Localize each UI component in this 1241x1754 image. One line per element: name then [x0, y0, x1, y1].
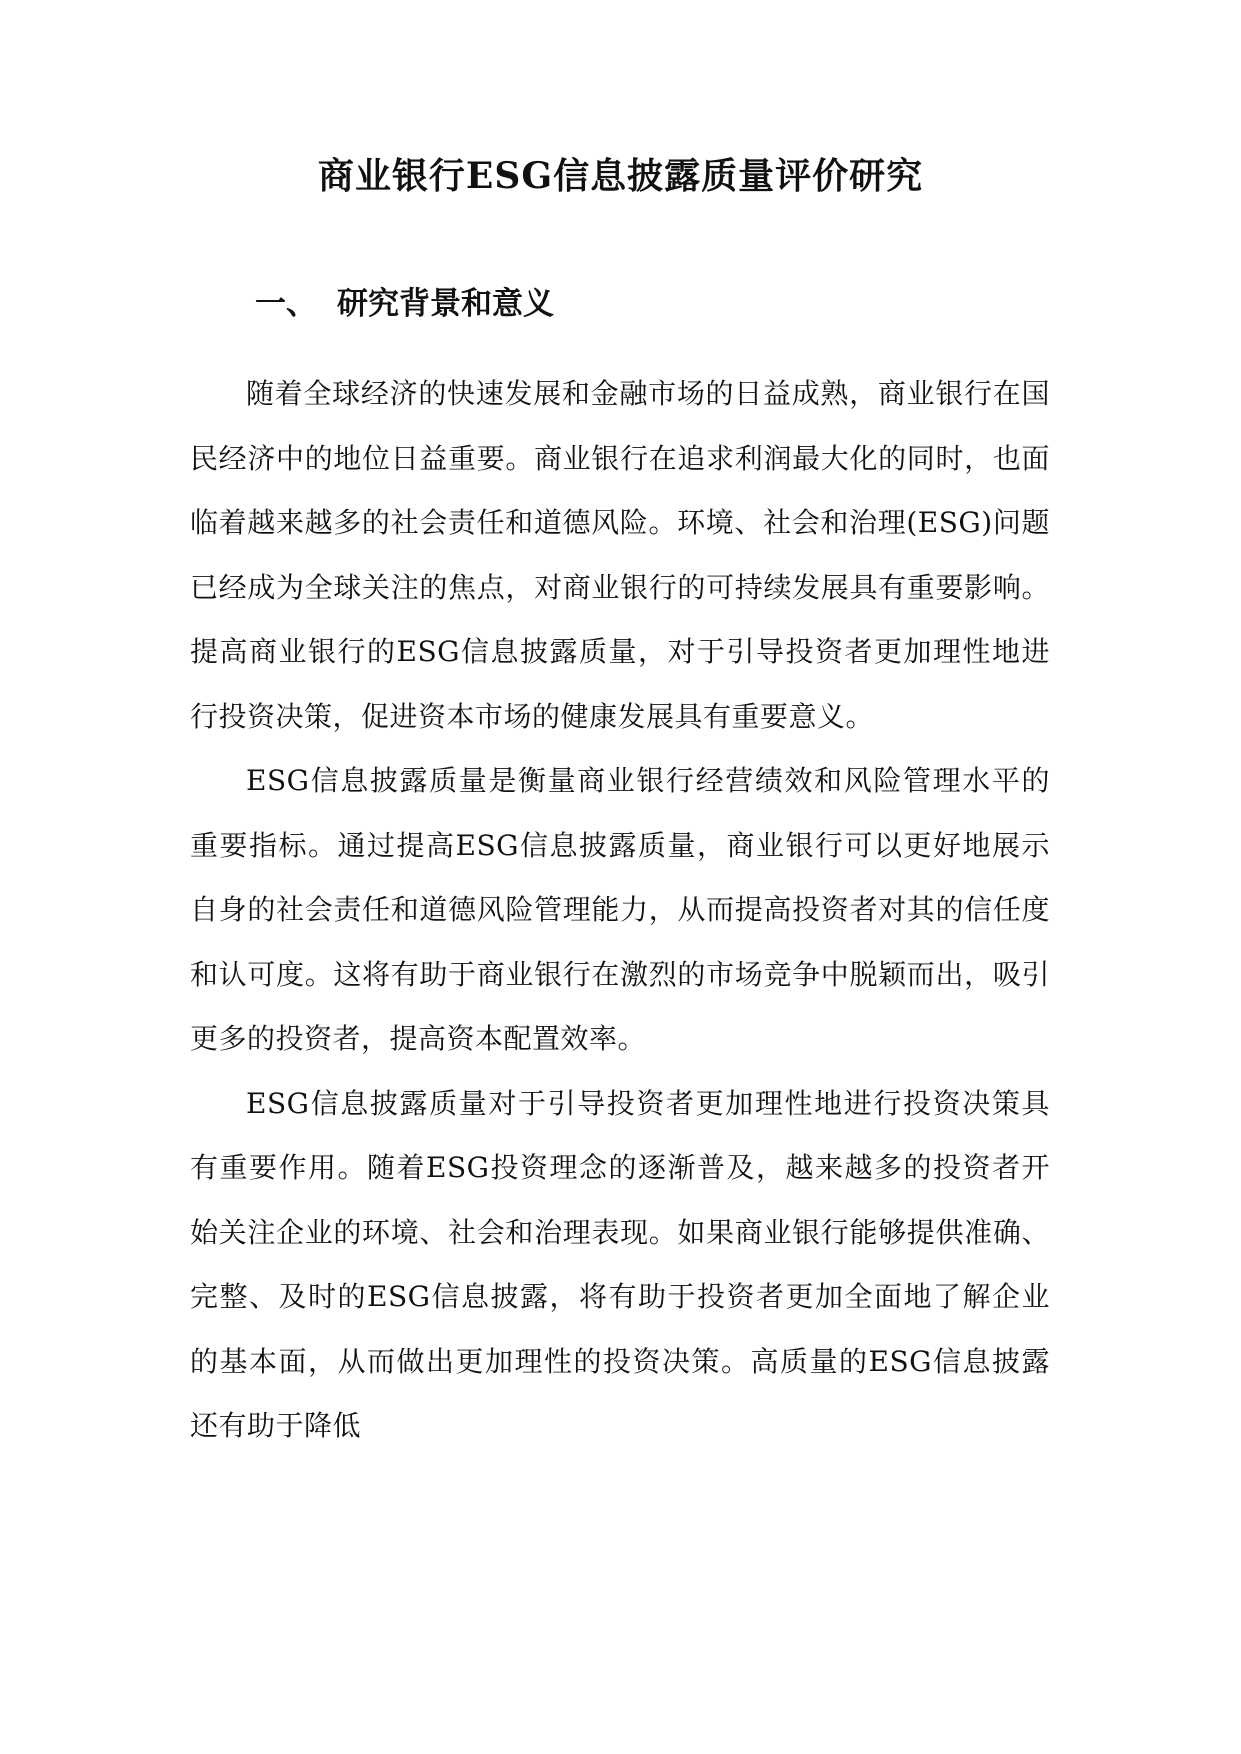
- section-number: 一、: [255, 286, 317, 322]
- paragraph: ESG信息披露质量是衡量商业银行经营绩效和风险管理水平的重要指标。通过提高ESG信息披露质量，商业银行可以更好地展示自身的社会责任和道德风险管理能力，从而提高投资者对其的信任度和认可度。这将有助于商业银行在激烈的市场竞争中脱颖而出，吸引更多的投资者，提高资本配置效率。: [190, 764, 1050, 1055]
- document-title: 商业银行ESG信息披露质量评价研究: [317, 155, 924, 197]
- paragraph: ESG信息披露质量对于引导投资者更加理性地进行投资决策具有重要作用。随着ESG投资理念的逐渐普及，越来越多的投资者开始关注企业的环境、社会和治理表现。如果商业银行能够提供准确、完整、及时的ESG信息披露，将有助于投资者更加全面地了解企业的基本面，从而做出更加理性的投资决策。高质量的ESG信息披露还有助于降低: [190, 1086, 1050, 1442]
- section-heading: [255, 280, 554, 328]
- paragraph: 随着全球经济的快速发展和金融市场的日益成熟，商业银行在国民经济中的地位日益重要。商业银行在追求利润最大化的同时，也面临着越来越多的社会责任和道德风险。环境、社会和治理(ESG)问题已经成为全球关注的焦点，对商业银行的可持续发展具有重要影响。提高商业银行的ESG信息披露质量，对于引导投资者更加理性地进行投资决策，促进资本市场的健康发展具有重要意义。: [190, 377, 1050, 733]
- section-heading-text: 研究背景和意义: [337, 286, 554, 322]
- body-text: [190, 362, 1050, 1459]
